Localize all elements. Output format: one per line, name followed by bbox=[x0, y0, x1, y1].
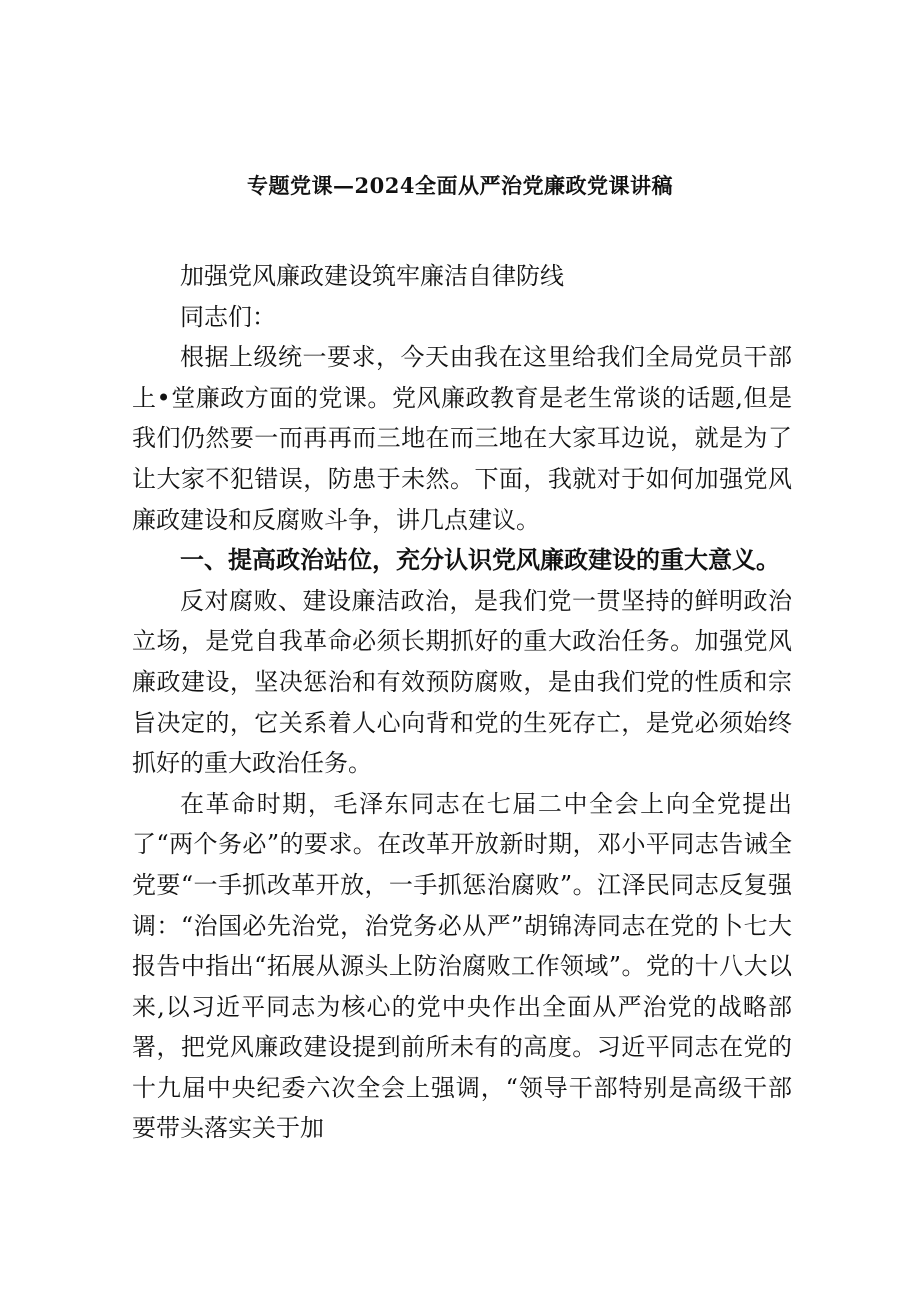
body-paragraph: 根据上级统一要求，今天由我在这里给我们全局党员干部上•堂廉政方面的党课。党风廉政教育是老生常谈的话题,但是我们仍然要一而再再而三地在而三地在大家耳边说，就是为了让大家不犯错误，防患于未然。下面，我就对于如何加强党风廉政建设和反腐败斗争，讲几点建议。 bbox=[132, 343, 792, 534]
document-subtitle: 加强党风廉政建设筑牢廉洁自律防线 bbox=[180, 262, 564, 290]
body-paragraph: 反对腐败、建设廉洁政治，是我们党一贯坚持的鲜明政治立场，是党自我革命必须长期抓好的重大政治任务。加强党风廉政建设，坚决惩治和有效预防腐败，是由我们党的性质和宗旨决定的，它关系着人心向背和党的生死存亡，是党必须始终抓好的重大政治任务。 bbox=[132, 586, 792, 778]
document-body bbox=[132, 256, 792, 1149]
body-paragraph: 在革命时期，毛泽东同志在七届二中全会上向全党提出了“两个务必”的要求。在改革开放新时期，邓小平同志告诫全党要“一手抓改革开放，一手抓惩治腐败”。江泽民同志反复强调：“治国必先治党，治党务必从严”胡锦涛同志在党的卜七大报告中指出“拓展从源头上防治腐败工作领域”。党的十八大以来,以习近平同志为核心的党中央作出全面从严治党的战略部署，把党风廉政建设提到前所未有的高度。习近平同志在党的十九届中央纪委六次全会上强调，“领导干部特别是高级干部要带头落实关于加 bbox=[132, 789, 792, 1143]
salutation: 同志们： bbox=[180, 302, 276, 331]
section-heading: 一、提高政治站位，充分认识党风廉政建设的重大意义。 bbox=[180, 545, 780, 575]
document-title: 专题党课—2024全面从严治党廉政党课讲稿 bbox=[247, 173, 673, 198]
